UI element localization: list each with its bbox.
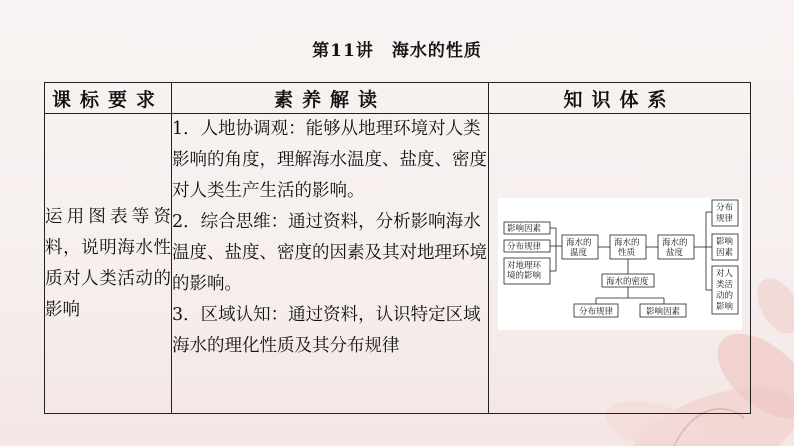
literacy-item-1: 1．人地协调观：能够从地理环境对人类影响的角度，理解海水温度、盐度、密度对人类生产生活的影响。: [172, 119, 487, 201]
header-curriculum: 课标要求: [45, 83, 172, 114]
page-title: 第11讲 海水的性质: [312, 41, 482, 61]
diagram-right-1: 分布规律: [715, 202, 733, 224]
literacy-item-3: 3．区域认知：通过资料，认识特定区域海水的理化性质及其分布规律: [172, 305, 481, 356]
diagram-properties: 海水的性质: [613, 237, 640, 258]
header-literacy: 素养解读: [172, 83, 489, 114]
diagram-left-2: 分布规律: [506, 241, 541, 252]
literacy-cell: [172, 114, 489, 414]
knowledge-diagram: [498, 198, 742, 330]
diagram-right-2: 影响因素: [715, 236, 733, 258]
diagram-right-3: 对人类活动的影响: [715, 268, 733, 312]
literacy-item-2: 2．综合思维：通过资料，分析影响海水温度、盐度、密度的因素及其对地理环境的影响。: [172, 212, 487, 294]
knowledge-cell: [489, 114, 751, 414]
diagram-left-3: 对地理环境的影响: [506, 260, 541, 281]
diagram-density: 海水的密度: [605, 276, 649, 287]
diagram-salinity: 海水的盐度: [661, 237, 688, 258]
header-knowledge: 知识体系: [489, 83, 751, 114]
diagram-density-child-2: 影响因素: [645, 306, 680, 317]
table-row: [45, 114, 751, 414]
table-header-row: [45, 83, 751, 114]
overview-table: [44, 82, 751, 414]
curriculum-cell: 运用图表等资料，说明海水性质对人类活动的影响: [45, 114, 172, 414]
diagram-left-1: 影响因素: [506, 223, 541, 234]
diagram-temperature: 海水的温度: [565, 237, 592, 258]
diagram-density-child-1: 分布规律: [578, 306, 613, 317]
